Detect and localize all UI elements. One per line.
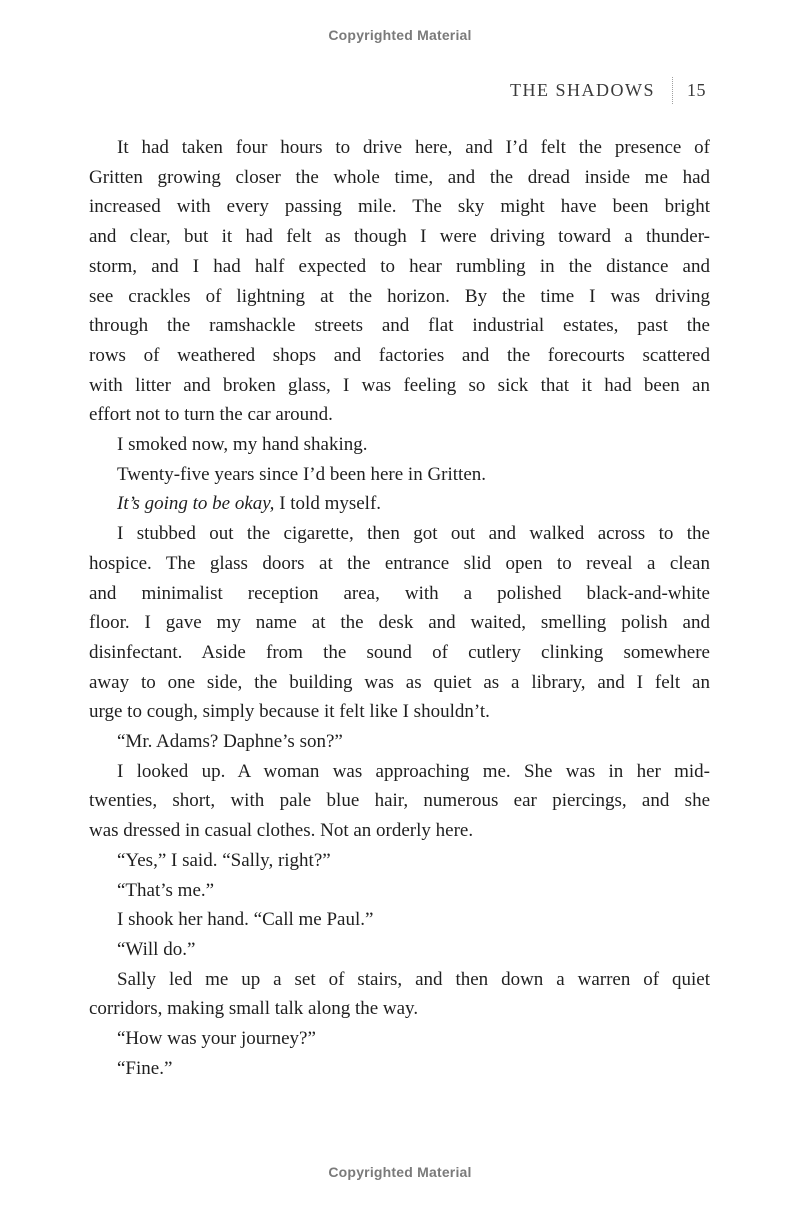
- text-line: [89, 430, 710, 460]
- text-segment: floor. I gave my name at the desk and waited, smelling polish and: [89, 612, 710, 634]
- text-segment: away to one side, the building was as quiet as a library, and I felt an: [89, 671, 710, 693]
- text-line: [89, 400, 710, 430]
- paragraph: [89, 460, 710, 490]
- paragraph: [89, 1054, 710, 1084]
- text-line: [89, 608, 710, 638]
- text-line: [89, 519, 710, 549]
- text-segment: Gritten growing closer the whole time, and the dread inside me had: [89, 166, 710, 188]
- body-text: [89, 133, 710, 1084]
- text-segment: and clear, but it had felt as though I were driving toward a thunder-: [89, 226, 710, 248]
- paragraph: [89, 935, 710, 965]
- text-segment: urge to cough, simply because it felt like I shouldn’t.: [89, 701, 490, 723]
- text-line: [89, 816, 710, 846]
- text-segment: I smoked now, my hand shaking.: [117, 434, 368, 456]
- text-segment: I shook her hand. “Call me Paul.”: [117, 909, 374, 931]
- text-segment: “Mr. Adams? Daphne’s son?”: [117, 731, 343, 753]
- text-line: [89, 311, 710, 341]
- text-line: [89, 282, 710, 312]
- paragraph: [89, 1024, 710, 1054]
- top-copyright-notice: Copyrighted Material: [328, 27, 472, 43]
- text-segment: “Fine.”: [117, 1057, 173, 1079]
- page-number: 15: [687, 80, 706, 100]
- text-line: [89, 905, 710, 935]
- text-line: [89, 192, 710, 222]
- text-segment: I looked up. A woman was approaching me. She was in her mid-: [117, 760, 710, 782]
- text-line: [89, 460, 710, 490]
- text-line: [89, 994, 710, 1024]
- text-segment: “Will do.”: [117, 938, 196, 960]
- text-line: [89, 489, 710, 519]
- text-line: [89, 579, 710, 609]
- text-line: [89, 163, 710, 193]
- text-segment: It had taken four hours to drive here, and I’d felt the presence of: [117, 137, 710, 158]
- text-line: [89, 965, 710, 995]
- text-segment: with litter and broken glass, I was feeling so sick that it had been an: [89, 374, 710, 396]
- text-line: [89, 1054, 710, 1084]
- text-line: [89, 876, 710, 906]
- text-line: [89, 935, 710, 965]
- text-line: [89, 727, 710, 757]
- text-line: [89, 697, 710, 727]
- text-segment: Twenty-five years since I’d been here in Gritten.: [117, 463, 487, 485]
- text-line: [89, 371, 710, 401]
- text-segment: storm, and I had half expected to hear rumbling in the distance and: [89, 255, 710, 277]
- text-line: [89, 668, 710, 698]
- text-line: [89, 549, 710, 579]
- text-line: [89, 252, 710, 282]
- text-segment: Sally led me up a set of stairs, and then down a warren of quiet: [117, 968, 710, 990]
- text-segment: twenties, short, with pale blue hair, numerous ear piercings, and she: [89, 790, 710, 812]
- paragraph: [89, 519, 710, 727]
- text-segment: “That’s me.”: [117, 879, 215, 901]
- text-segment: was dressed in casual clothes. Not an orderly here.: [89, 820, 474, 842]
- paragraph: [89, 965, 710, 1024]
- text-segment: “How was your journey?”: [117, 1028, 316, 1050]
- text-segment: disinfectant. Aside from the sound of cutlery clinking somewhere: [89, 641, 710, 663]
- running-header: [510, 77, 706, 104]
- header-divider-line: [672, 77, 673, 104]
- book-title: THE SHADOWS: [510, 80, 655, 100]
- text-line: [89, 638, 710, 668]
- paragraph: [89, 905, 710, 935]
- text-line: [89, 757, 710, 787]
- text-segment: I told myself.: [274, 493, 382, 515]
- paragraph: [89, 757, 710, 846]
- text-segment: corridors, making small talk along the way.: [89, 998, 419, 1020]
- paragraph: [89, 430, 710, 460]
- text-segment: through the ramshackle streets and flat industrial estates, past the: [89, 315, 710, 337]
- bottom-copyright-notice: Copyrighted Material: [328, 1164, 472, 1180]
- text-segment: increased with every passing mile. The sky might have been bright: [89, 196, 710, 218]
- paragraph: [89, 133, 710, 430]
- text-segment: see crackles of lightning at the horizon. By the time I was driving: [89, 285, 710, 307]
- text-segment: hospice. The glass doors at the entrance slid open to reveal a clean: [89, 552, 710, 574]
- text-line: [89, 222, 710, 252]
- text-line: [89, 786, 710, 816]
- text-segment: and minimalist reception area, with a polished black-and-white: [89, 582, 710, 604]
- text-segment: effort not to turn the car around.: [89, 404, 333, 426]
- paragraph: [89, 846, 710, 876]
- text-line: [89, 341, 710, 371]
- text-segment: “Yes,” I said. “Sally, right?”: [117, 849, 331, 871]
- paragraph: [89, 727, 710, 757]
- paragraph: [89, 489, 710, 519]
- text-line: [89, 846, 710, 876]
- text-segment: rows of weathered shops and factories and the forecourts scattered: [89, 344, 710, 366]
- text-segment: I stubbed out the cigarette, then got out and walked across to the: [117, 523, 710, 545]
- paragraph: [89, 876, 710, 906]
- text-line: [89, 133, 710, 163]
- italic-text-segment: It’s going to be okay,: [117, 493, 275, 515]
- text-line: [89, 1024, 710, 1054]
